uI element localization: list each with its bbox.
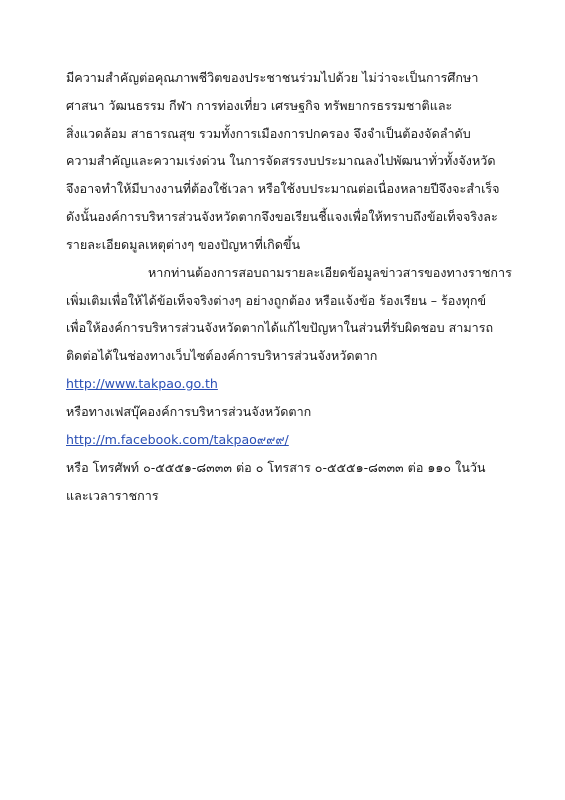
paragraph-1-line-6: ดังนั้นองค์การบริหารส่วนจังหวัดตากจึงขอเรียนชี้แจงเพื่อให้ทราบถึงข้อเท็จจริงละ	[66, 209, 498, 224]
paragraph-1-line-7: รายละเอียดมูลเหตุต่างๆ ของปัญหาที่เกิดขึ้น	[66, 237, 301, 252]
facebook-label: หรือทางเฟสบุ๊คองค์การบริหารส่วนจังหวัดตาก	[66, 404, 312, 419]
paragraph-1-line-2: ศาสนา วัฒนธรรม กีฬา การท่องเที่ยว เศรษฐกิจ ทรัพยากรธรรมชาติและ	[66, 98, 453, 113]
paragraph-2-line-4: ติดต่อได้ในช่องทางเว็บไซต์องค์การบริหารส่วนจังหวัดตาก	[66, 348, 378, 363]
paragraph-2-line-2: เพิ่มเติมเพื่อให้ได้ข้อเท็จจริงต่างๆ อย่างถูกต้อง หรือแจ้งข้อ ร้องเรียน – ร้องทุกข์	[66, 293, 487, 308]
paragraph-1-line-3: สิ่งแวดล้อม สาธารณสุข รวมทั้งการเมืองการปกครอง จึงจำเป็นต้องจัดลำดับ	[66, 126, 471, 141]
paragraph-1-line-4: ความสำคัญและความเร่งด่วน ในการจัดสรรงบประมาณลงไปพัฒนาทั่วทั้งจังหวัด	[66, 153, 496, 168]
phone-line-2: และเวลาราชการ	[66, 488, 159, 503]
website-link[interactable]: http://www.takpao.go.th	[66, 376, 218, 391]
paragraph-1-line-1: มีความสำคัญต่อคุณภาพชีวิตของประชาชนร่วมไปด้วย ไม่ว่าจะเป็นการศึกษา	[66, 70, 479, 85]
phone-line-1: หรือ โทรศัพท์ ๐-๕๕๕๑-๘๓๓๓ ต่อ ๐ โทรสาร ๐-๕๕๕๑-๘๓๓๓ ต่อ ๑๑๐ ในวัน	[66, 460, 486, 475]
paragraph-1-line-5: จึงอาจทำให้มีบางงานที่ต้องใช้เวลา หรือใช้งบประมาณต่อเนื่องหลายปีจึงจะสำเร็จ	[66, 181, 500, 196]
paragraph-2-line-1: หากท่านต้องการสอบถามรายละเอียดข้อมูลข่าวสารของทางราชการ	[148, 265, 512, 280]
paragraph-2-line-3: เพื่อให้องค์การบริหารส่วนจังหวัดตากได้แก้ไขปัญหาในส่วนที่รับผิดชอบ สามารถ	[66, 320, 494, 335]
facebook-link[interactable]: http://m.facebook.com/takpao๙๙๙/	[66, 432, 289, 447]
